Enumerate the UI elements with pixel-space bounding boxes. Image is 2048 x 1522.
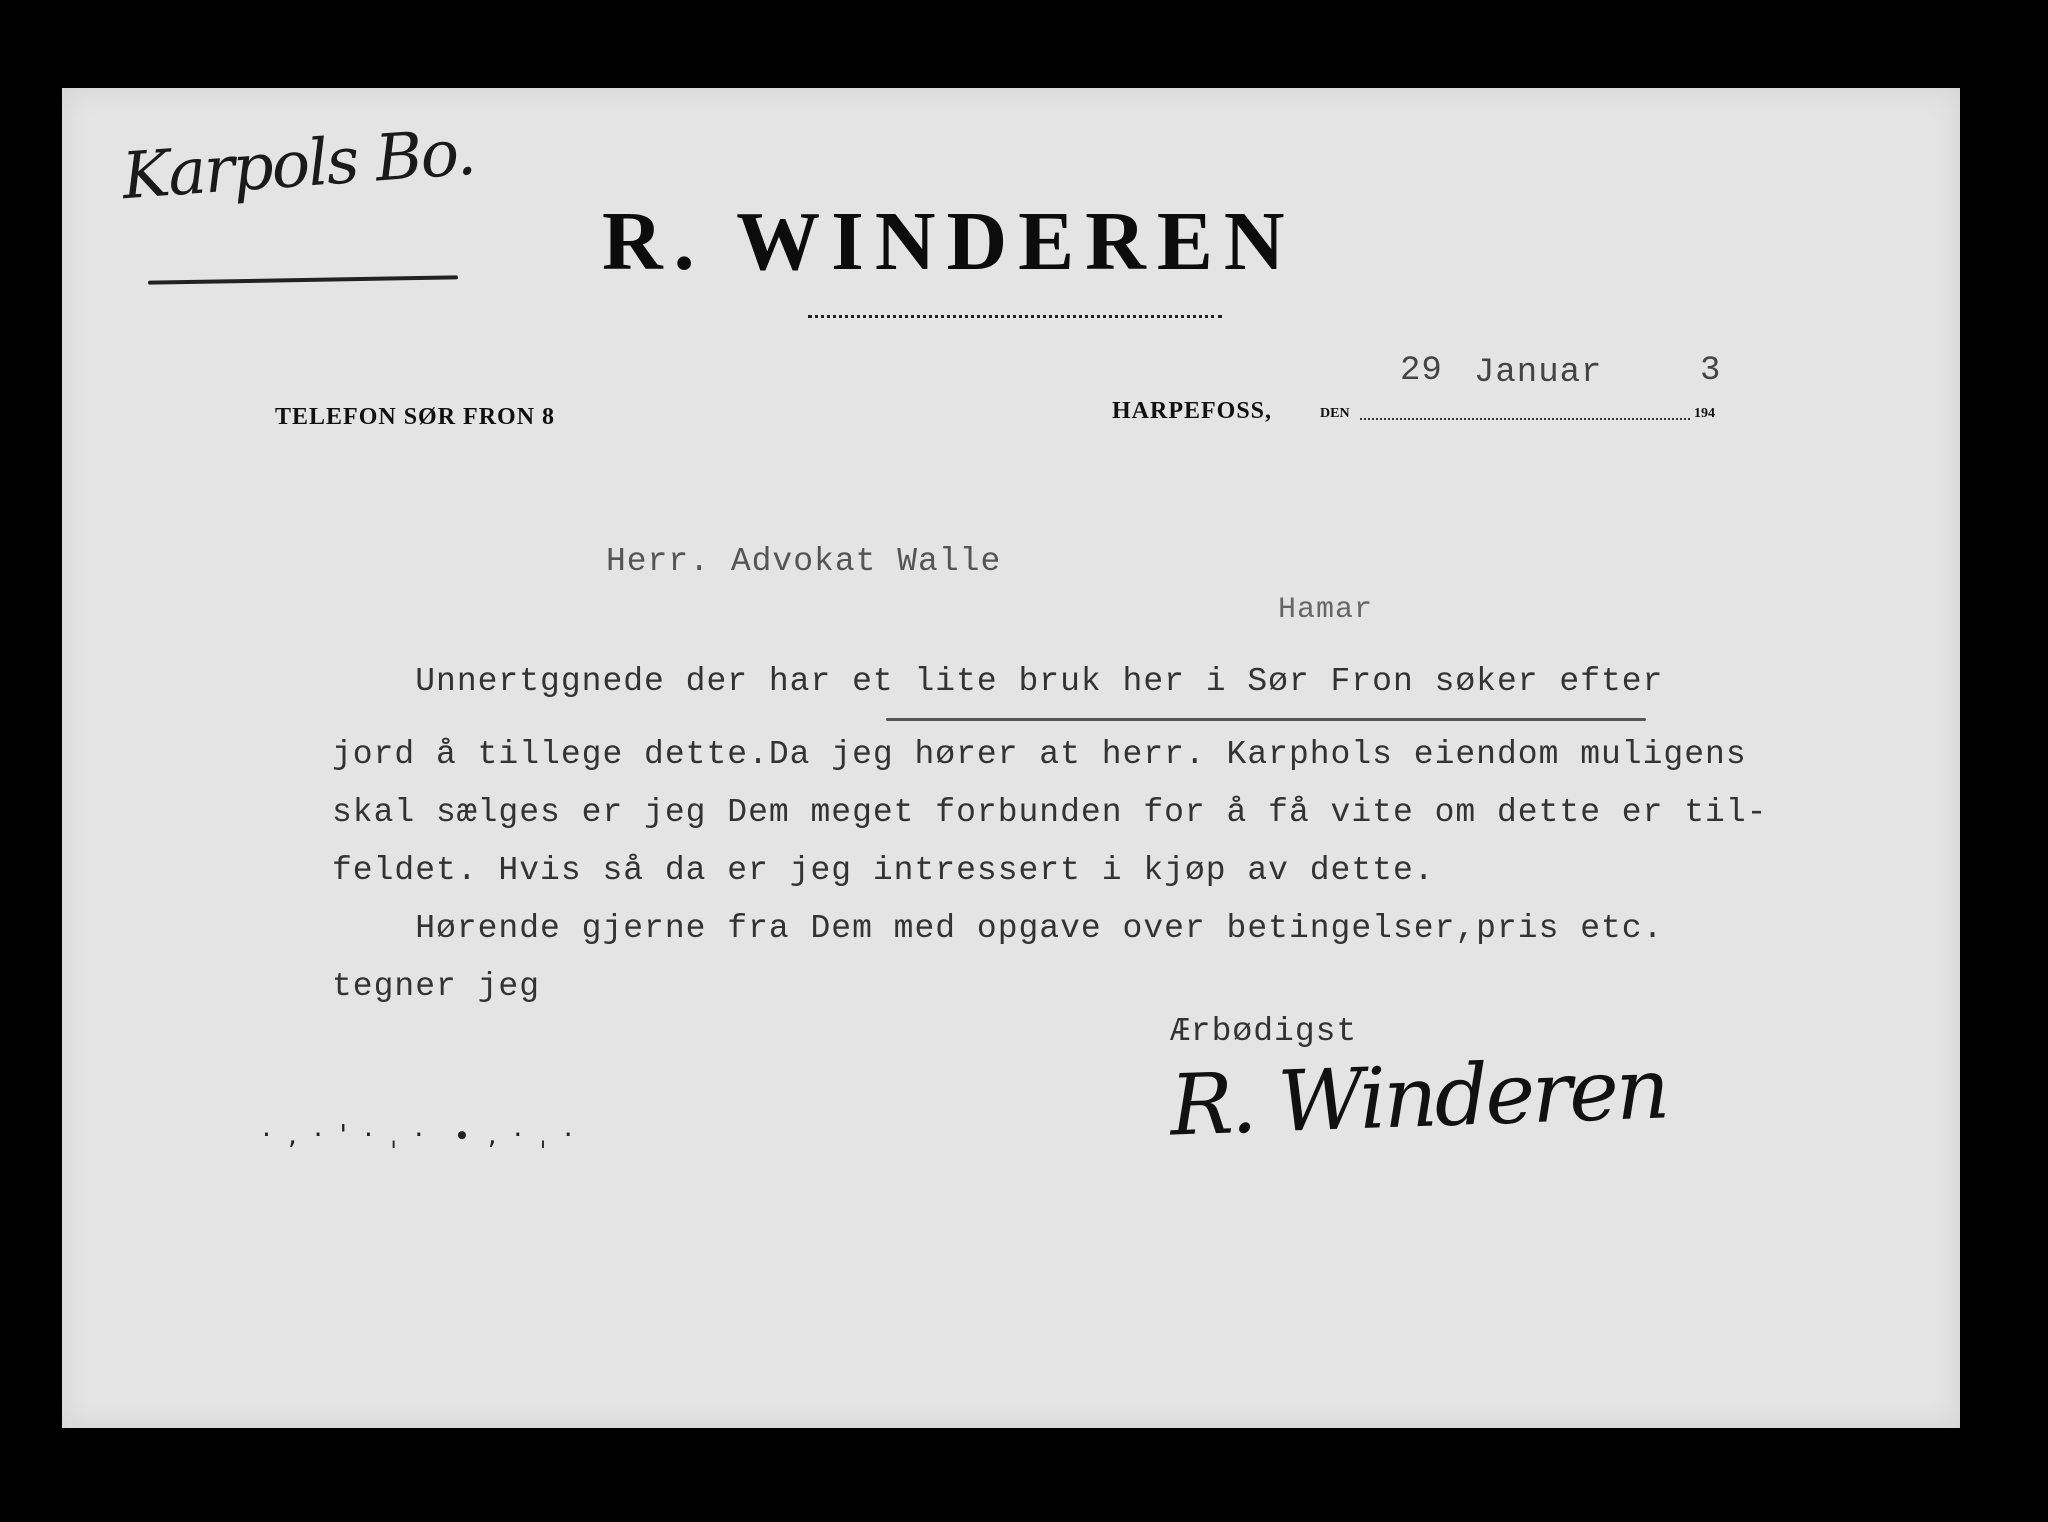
ink-smudge: · ‚ · ' · ˌ · ∙ ‚ · ˌ · bbox=[262, 1118, 577, 1151]
handwritten-underline bbox=[148, 275, 458, 284]
signature: R. Winderen bbox=[1168, 1039, 1669, 1155]
date-year-digit: 3 bbox=[1700, 352, 1722, 390]
date-dotted-line bbox=[1360, 418, 1690, 420]
body-line: skal sælges er jeg Dem meget forbunden for å få vite om dette er til- bbox=[332, 794, 1768, 831]
body-line: jord å tillege dette.Da jeg hører at herr. Karphols eiendom muligens bbox=[332, 736, 1747, 773]
den-label: DEN bbox=[1320, 406, 1350, 421]
place-name: HARPEFOSS, bbox=[1112, 398, 1273, 424]
handwritten-note: Karpols Bo. bbox=[119, 115, 477, 215]
body-line: tegner jeg bbox=[332, 968, 541, 1005]
body-line: Unnertggnede der har et lite bruk her i Sør Fron søker efter bbox=[332, 663, 1664, 700]
body-line: feldet. Hvis så da er jeg intressert i kjøp av dette. bbox=[332, 852, 1435, 889]
date-month: Januar bbox=[1474, 354, 1603, 392]
closing: Ærbødigst bbox=[1170, 1013, 1358, 1050]
body-line: Hørende gjerne fra Dem med opgave over betingelser,pris etc. bbox=[332, 910, 1664, 947]
company-name: R. WINDEREN bbox=[602, 195, 1296, 288]
recipient-city: Hamar bbox=[1278, 593, 1374, 627]
letterhead-dotted-rule bbox=[808, 315, 1222, 318]
recipient-name: Herr. Advokat Walle bbox=[606, 543, 1002, 580]
date-day: 29 bbox=[1400, 352, 1443, 390]
telephone-line: TELEFON SØR FRON 8 bbox=[275, 404, 556, 430]
letter-sheet bbox=[62, 88, 1960, 1428]
year-prefix: 194 bbox=[1694, 406, 1715, 421]
typed-underline bbox=[886, 718, 1646, 721]
